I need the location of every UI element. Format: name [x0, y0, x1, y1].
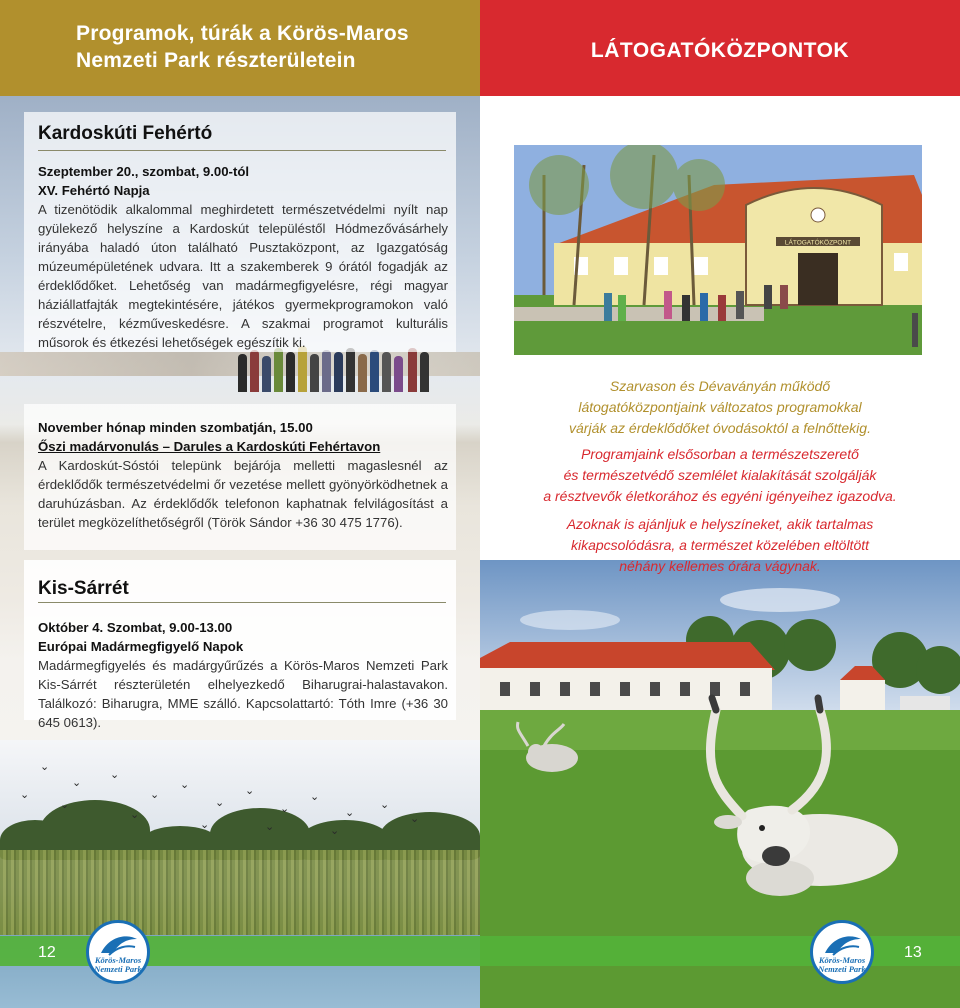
caption-visitor-centers: Szarvason és Dévaványán működő látogatóközpontjaink változatos programokkal várják az érdeklődőket óvodásoktól a felnőttekig. — [569, 378, 871, 436]
visitor-center-illustration — [514, 145, 922, 355]
event-fehertó-napja — [38, 162, 448, 352]
park-logo-right: Körös-Maros Nemzeti Park — [810, 920, 874, 984]
page-number-right: 13 — [904, 944, 922, 961]
left-page-title: Programok, túrák a Körös-Maros Nemzeti Park részterületein — [76, 22, 409, 72]
event-name: Őszi madárvonulás – Darules a Kardoskúti Fehértavon — [38, 439, 381, 454]
section-divider — [38, 602, 446, 603]
section-divider — [38, 150, 446, 151]
event-date: November hónap minden szombatján, 15.00 — [38, 420, 313, 435]
event-name: Európai Madármegfigyelő Napok — [38, 639, 244, 654]
left-page-header — [0, 0, 480, 96]
caption-recommendation: Azoknak is ajánljuk e helyszíneket, akik tartalmas kikapcsolódásra, a természet közelében eltöltött néhány kellemes órára vágynak. — [566, 516, 874, 574]
event-date: Október 4. Szombat, 9.00-13.00 — [38, 620, 233, 635]
right-page-header — [480, 0, 960, 96]
visitor-center-photo — [514, 145, 922, 355]
footer-bar — [0, 936, 480, 966]
bird-logo-icon — [99, 931, 139, 961]
event-description: Madármegfigyelés és madárgyűrűzés a Körös-Maros Nemzeti Park Kis-Sárrét részterületén elhelyezkedő Biharugrai-halastavakon. Találkozó: Biharugra, MME szálló. Kapcsolattartó: Tóth Imre (+36 30 645 0613). — [38, 658, 448, 730]
reeds — [0, 850, 480, 940]
park-logo-left: Körös-Maros Nemzeti Park — [86, 920, 150, 984]
section-title-kardoskut: Kardoskúti Fehértó — [38, 123, 213, 144]
event-description: A Kardoskút-Sóstói telepünk bejárója melletti magaslesnél az érdeklődők természetvédelmi őr vezetése mellett gyönyörködhetnek a daruhúzásban. Az érdeklődők telefonon kaphatnak felvilágosítást a terület megközelíthetőségről (Török Sándor +36 30 475 1776). — [38, 458, 448, 530]
caption-programs: Programjaink elsősorban a természetszerető és természetvédő szemlélet kialakítását szolgálják a résztvevők életkorához és egyéni igényeihez igazodva. — [543, 446, 897, 504]
event-name: XV. Fehértó Napja — [38, 183, 150, 198]
footer-bar — [480, 936, 960, 966]
building-sign: LÁTOGATÓKÖZPONT — [784, 239, 852, 247]
left-page: ⌄ ⌄ ⌄ ⌄ ⌄ ⌄ ⌄ ⌄ ⌄ ⌄ ⌄ ⌄ ⌄ ⌄ ⌄ ⌄ ⌄ ⌄ Programok, túrák a Körös-Maros Nemzeti Park részterületein Kardoskúti Fehértó Szeptember 20., szombat, 9.00-tól XV. Fehértó Napja A tizenötödik alkalommal meghirdetett természetvédelmi nyílt nap gyülekező helyszíne a Kardoskút településtől Hódmezővásárhely irányába haladó úton található Pusztaközpont, az Igazgatóság múzeumépületének udvara. Itt a szakemberek 9 órától fogadják az érdeklődőket. Lehetőség van madármegfigyelésre, régi magyar háziállatfajták megtekintésére, játékos gyermekprogramokon való részvételre, kézműveskedésre. A szakmai programot kulturális műsorok és étkezési lehetőségek egészítik ki. November hónap minden szombatján, 15.00 Őszi madárvonulás – Darules a Kardoskúti Fehértavon A Kardoskút-Sóstói telepünk bejárója melletti magaslesnél az érdeklődők természetvédelmi őr vezetése mellett gyönyörködhetnek a daruhúzásban. Az érdeklődők telefonon kaphatnak felvilágosítást a terület megközelíthetőségről (Török Sándor +36 30 475 1776). Kis-Sárrét Október 4. Szombat, 9.00-13.00 Európai Madármegfigyelő Napok Madármegfigyelés és madárgyűrűzés a Körös-Maros Nemzeti Park Kis-Sárrét részterületén elhelyezkedő Biharugrai-halastavakon. Találkozó: Biharugra, MME szálló. Kapcsolattartó: Tóth Imre (+36 30 645 0613). 12 Körös-Maros Nemzeti Park — [0, 0, 480, 1008]
event-date: Szeptember 20., szombat, 9.00-tól — [38, 164, 250, 179]
event-darules — [38, 418, 448, 532]
right-page — [480, 0, 960, 1008]
page-number-left: 12 — [38, 944, 56, 961]
event-description: A tizenötödik alkalommal meghirdetett természetvédelmi nyílt nap gyülekező helyszíne a Kardoskút településtől Hódmezővásárhely irányába haladó úton található Pusztaközpont, az Igazgatóság múzeumépületének udvara. Itt a szakemberek 9 órától fogadják az érdeklődőket. Lehetőség van madármegfigyelésre, régi magyar háziállatfajták megtekintésére, játékos gyermekprogramokon való részvételre, kézműveskedésre. A szakmai programot kulturális műsorok és étkezési lehetőségek egészítik ki. — [38, 202, 448, 350]
section-title-kis-sarret: Kis-Sárrét — [38, 578, 129, 599]
bird-logo-icon — [823, 931, 863, 961]
event-madarmegfigyelo-napok — [38, 618, 448, 732]
right-page-title: LÁTOGATÓKÖZPONTOK — [590, 39, 850, 62]
